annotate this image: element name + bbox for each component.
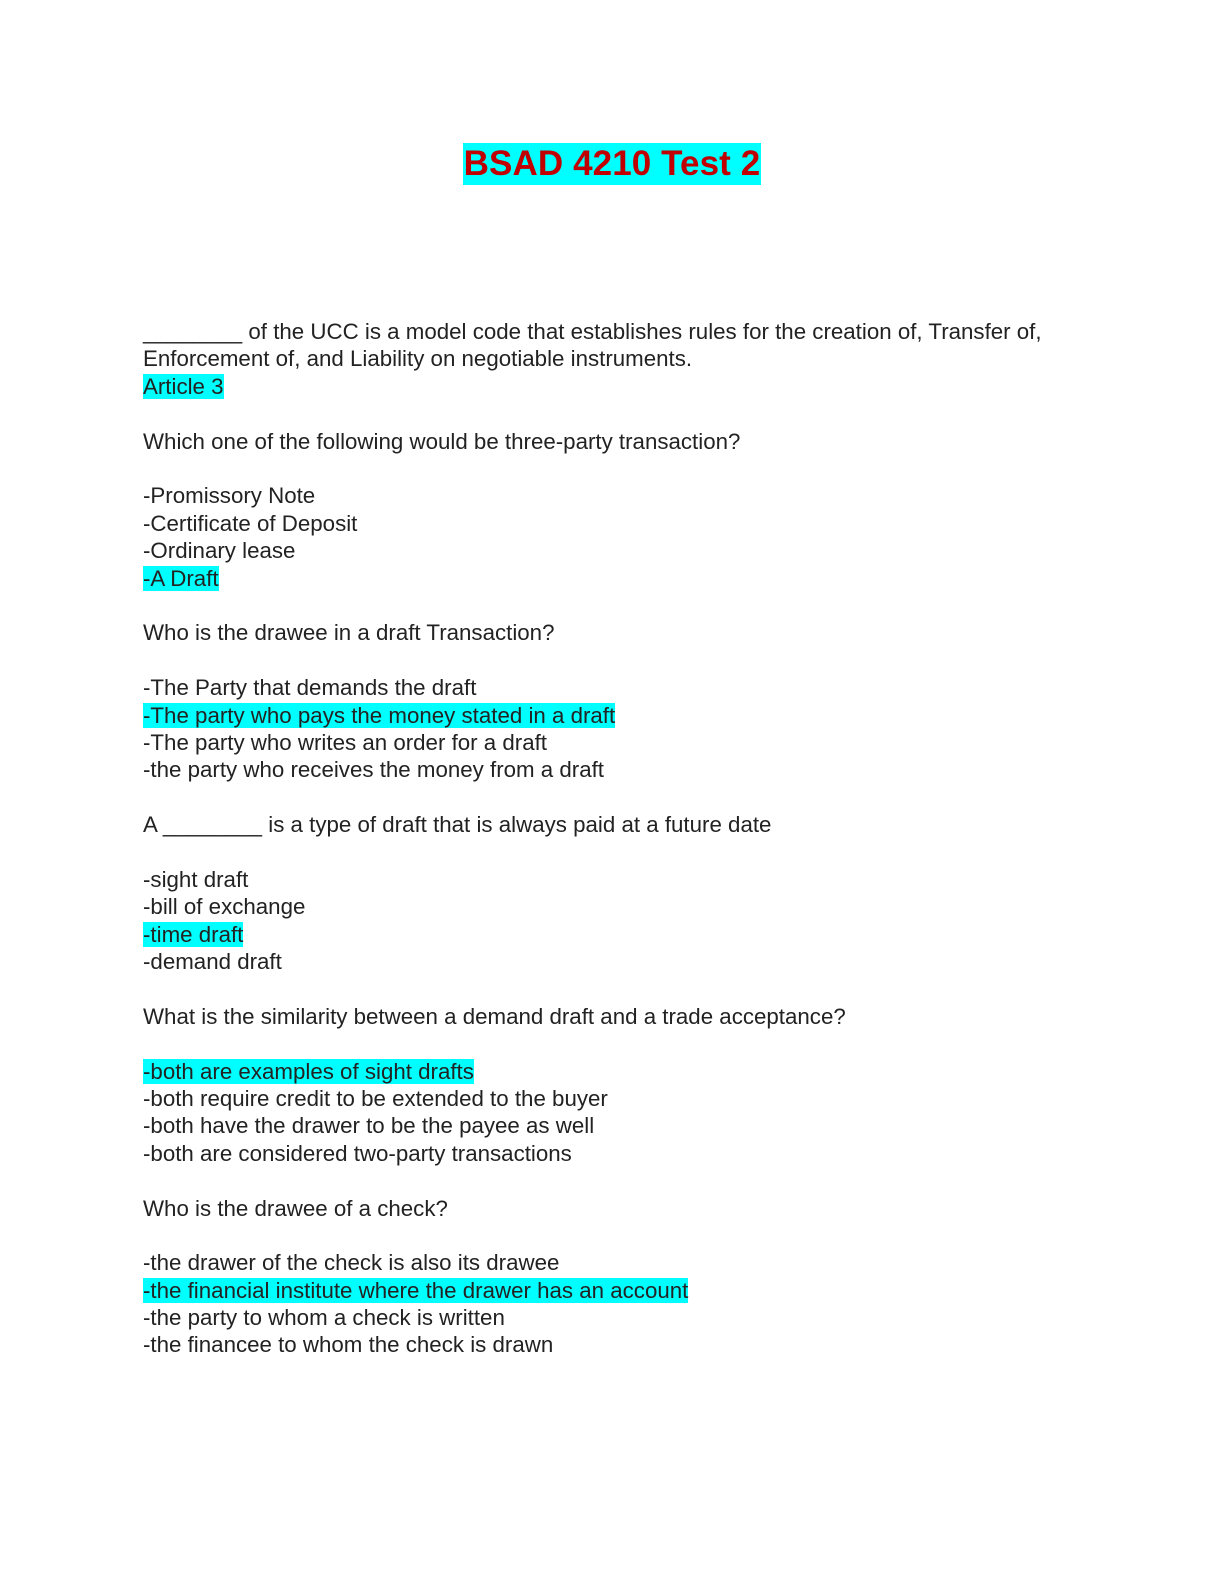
question-6-prompt: Who is the drawee of a check? [143,1195,448,1221]
question-5-option: -both are considered two-party transactions [143,1140,572,1166]
question-1-answer: Article 3 [143,373,224,399]
question-5-answer: -both are examples of sight drafts [143,1058,474,1084]
question-5-option: -both require credit to be extended to the buyer [143,1085,608,1111]
question-3-option: -The Party that demands the draft [143,675,477,701]
question-4-option: -demand draft [143,949,282,975]
question-6-answer: -the financial institute where the drawer has an account [143,1277,689,1303]
question-3-answer: -The party who pays the money stated in a draft [143,702,616,728]
question-2-option: -Ordinary lease [143,538,296,564]
question-5-prompt: What is the similarity between a demand draft and a trade acceptance? [143,1003,846,1029]
question-2-option: -Certificate of Deposit [143,510,358,536]
question-2-answer: -A Draft [143,565,219,591]
question-6-option: -the party to whom a check is written [143,1305,505,1331]
question-4-option: -sight draft [143,866,249,892]
title-container [0,143,1224,185]
question-2-prompt: Which one of the following would be three-party transaction? [143,428,741,454]
question-3-option: -the party who receives the money from a draft [143,757,605,783]
question-5-option: -both have the drawer to be the payee as well [143,1113,595,1139]
question-6-option: -the financee to whom the check is drawn [143,1332,554,1358]
question-2-option: -Promissory Note [143,483,316,509]
question-3-prompt: Who is the drawee in a draft Transaction? [143,620,555,646]
question-1-prompt: ________ of the UCC is a model code that establishes rules for the creation of, Transfer of, Enforcement of, and Liability on negotiable instruments. [143,319,1042,372]
question-4-option: -bill of exchange [143,894,306,920]
question-4-prompt: A ________ is a type of draft that is always paid at a future date [143,812,772,838]
question-4-answer: -time draft [143,921,244,947]
document-title: BSAD 4210 Test 2 [463,144,761,183]
document-body [143,318,1083,1359]
question-3-option: -The party who writes an order for a draft [143,729,547,755]
question-6-option: -the drawer of the check is also its drawee [143,1250,560,1276]
